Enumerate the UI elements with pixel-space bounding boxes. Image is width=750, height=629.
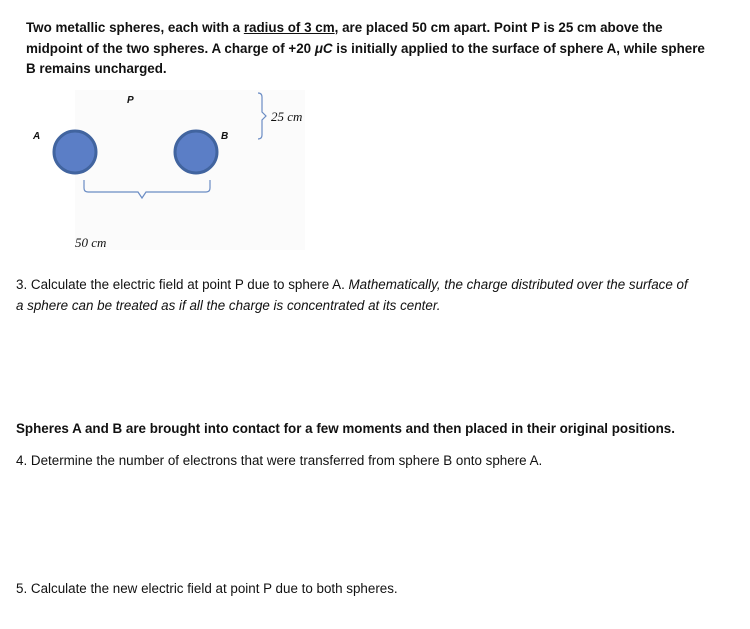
intro-mu: μC xyxy=(314,40,333,56)
intro-radius: radius of 3 cm xyxy=(243,20,335,35)
sphere-a xyxy=(54,131,96,173)
question-4 xyxy=(16,450,696,471)
sphere-b xyxy=(175,131,217,173)
question-3-text: Calculate the electric field at point P due to sphere A. xyxy=(30,277,345,292)
question-5 xyxy=(16,578,696,599)
question-3-number: 3. xyxy=(16,277,28,292)
question-4-number: 4. xyxy=(16,453,28,468)
question-5-number: 5. xyxy=(16,581,28,596)
question-4-text: Determine the number of electrons that were transferred from sphere B onto sphere A. xyxy=(30,453,543,468)
question-3 xyxy=(16,274,696,316)
intro-a: a xyxy=(232,20,241,35)
question-3-note: Mathematically, the charge distributed over the surface of a sphere can be treated as if all the charge is concentrated at its center. xyxy=(16,277,688,313)
dimension-50cm: 50 cm xyxy=(75,235,107,250)
label-sphere-b: B xyxy=(221,131,229,142)
contact-statement: Spheres A and B are brought into contact for a few moments and then placed in their original positions. xyxy=(16,421,675,436)
question-5-text: Calculate the new electric field at point P due to both spheres. xyxy=(30,581,398,596)
intro-text-1: Two metallic spheres, each with xyxy=(26,20,229,35)
spheres-diagram xyxy=(0,0,750,260)
label-point-p: P xyxy=(127,95,134,106)
intro-text-2: , are placed 50 cm apart. Point P is 25 cm above the midpoint of the two spheres. A charge of +20 xyxy=(26,20,663,56)
intro-text-3: is initially applied to the surface of sphere A, while sphere B remains uncharged. xyxy=(26,40,705,76)
dimension-25cm: 25 cm xyxy=(271,109,303,124)
label-sphere-a: A xyxy=(33,131,41,142)
